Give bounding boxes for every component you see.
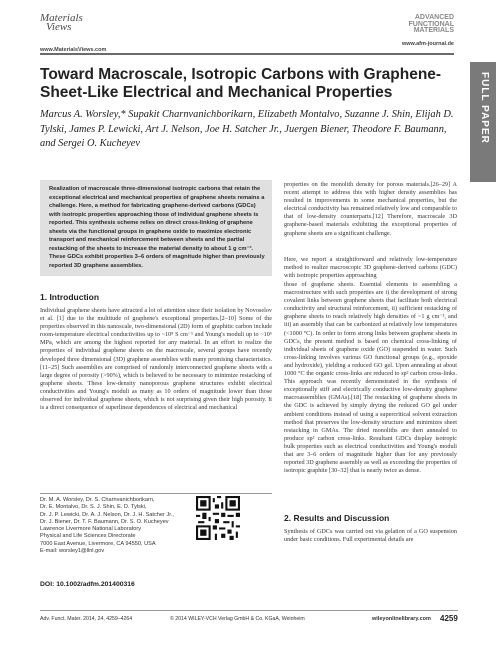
right-column-paragraph-1: properties on the monolith density for porous materials.[26–29] A recent attempt to address this with higher density assemblies has resulted in improvements in some mechanical properties, but the electrical conductivity has remained relatively low and comparable to that of low-density counterparts.[12] Therefore, macroscale 3D graphene-based materials exhibiting the exceptional properties of graphene sheets are a significant challenge. bbox=[284, 181, 457, 237]
journal-logo-line1: ADVANCED bbox=[414, 14, 454, 21]
right-column-paragraph-3: those of graphene sheets. Essential elements to assembling a macrostructure with such properties are i) the development of strong covalent links between graphene sheets that facilitate both electrical conductivity and structural reinforcement, ii) sufficient restacking of graphene sheets to reach relatively high densities of ~1 g cm⁻³, and iii) an assembly that can be carbonized at relatively low temperatures (<1000 °C). In order to form strong links between graphene sheets in GDCs, the present method is based on chemical cross-linking of individual sheets of graphene oxide (GO) suspended in water. Such cross-linking involves various GO functional groups (e.g., epoxide and hydroxide), yielding a reduced GO gel. Upon annealing at about 1000 °C the organic cross-links are reduced to sp² carbon cross-links. This approach was recently demonstrated in the synthesis of exceptionally stiff and electrically conductive low-density graphene macroassemblies (GMAs).[18] The restacking of graphene sheets in the GDC is achieved by simply drying the reduced GO gel under ambient conditions instead of using a supercritical solvent extraction method that preserves the low-density structure and minimizes sheet restacking in GMAs. The dried monoliths are then annealed to produce sp² carbon cross-links. Resultant GDCs display isotropic bulk properties such as electrical conductivities and Young's moduli that are 3–6 orders of magnitude higher than for any previously reported 3D graphene assembly as well as exceeding the properties of isotropic graphite [30–32] that is nearly twice as dense. bbox=[284, 281, 457, 475]
affiliation-line: Dr. E. Montalvo, Dr. S. J. Shin, E. D. Tylski, bbox=[40, 504, 147, 511]
section-side-tab bbox=[470, 62, 496, 182]
author-list: Marcus A. Worsley,* Supakit Charnvanichborikarn, Elizabeth Montalvo, Suzanne J. Shin, Elijah D. Tylski, James P. Lewicki, Art J. Nelson, Joe H. Satcher Jr., Juergen Biener, Theodore F. Baumann, and Sergei O. Kucheyev bbox=[40, 109, 454, 149]
footer-website-link[interactable]: wileyonlinelibrary.com bbox=[372, 616, 431, 622]
journal-logo-line3: MATERIALS bbox=[413, 27, 454, 34]
results-heading: 2. Results and Discussion bbox=[284, 513, 390, 523]
abstract-text: Realization of macroscale three-dimensional isotropic carbons that retain the exceptional electrical and mechanical properties of graphene sheets remains a challenge. Here, a method for fabricating graphene-derived carbons (GDCs) with isotropic properties approaching those of individual graphene sheets is reported. This synthesis scheme relies on direct cross-linking of graphene sheets via the functional groups in graphene oxide to maximize electronic transport and mechanical reinforcement between sheets and the partial restacking of the sheets to increase the material density to about 1 g cm⁻³. These GDCs exhibit properties 3–6 orders of magnitude higher than previously reported 3D graphene assemblies. bbox=[49, 186, 265, 269]
right-column-paragraph-2: Here, we report a straightforward and relatively low-temperature method to realize macroscopic 3D graphene-derived carbons (GDC) with isotropic properties approaching bbox=[284, 256, 457, 280]
page-number: 4259 bbox=[440, 614, 458, 623]
abstract-box bbox=[40, 180, 272, 276]
site-url-left[interactable]: www.MaterialsViews.com bbox=[40, 47, 107, 53]
affiliation-line: Physical and Life Sciences Directorate bbox=[40, 533, 136, 540]
affiliation-block bbox=[40, 497, 185, 555]
introduction-text: Individual graphene sheets have attracted a lot of attention since their isolation by Novoselov et al. [1] due to the multitude of graphene's exceptional properties.[2–10] Some of the properties observed in this nanoscale, two-dimensional (2D) form of graphitic carbon include room-temperature electrical conductivities up to ~10⁸ S cm⁻¹ and Young's moduli up to ~10⁶ MPa, which are among the highest reported for any material. In an effort to realize the properties of individual graphene sheets on the macroscale, several groups have recently developed three dimensional (3D) graphene assemblies with many promising characteristics.[11–25] Such assemblies are comprised of randomly interconnected graphene sheets with a large degree of porosity (>90%), which is believed to be necessary to minimize restacking of graphene sheets. These low-density nanoporous graphene structures exhibit electrical conductivities and Young's moduli as many as 10 orders of magnitude lower than those observed for individual graphene sheets, which is not surprising given their high porosity. It is a direct consequence of superlinear dependences of electrical and mechanical bbox=[40, 307, 272, 412]
introduction-heading: 1. Introduction bbox=[40, 292, 100, 302]
affiliation-line: Dr. J. Biener, Dr. T. F. Baumann, Dr. S. O. Kucheyev bbox=[40, 518, 169, 525]
doi-link[interactable]: DOI: 10.1002/adfm.201400316 bbox=[40, 581, 135, 588]
header-divider bbox=[40, 53, 454, 55]
qr-code-icon[interactable] bbox=[196, 496, 240, 540]
footer-citation: Adv. Funct. Mater. 2014, 24, 4259–4264 bbox=[40, 616, 133, 622]
footer-copyright: © 2014 WILEY-VCH Verlag GmbH & Co. KGaA, Weinheim bbox=[170, 616, 305, 622]
logo-left-line1: Materials bbox=[40, 12, 83, 24]
journal-logo-line2: FUNCTIONAL bbox=[408, 20, 454, 28]
site-url-right[interactable]: www.afm-journal.de bbox=[401, 41, 454, 47]
affiliation-line: 7000 East Avenue, Livermore, CA 94550, USA bbox=[40, 540, 156, 547]
logo-left-line2: Views bbox=[46, 21, 72, 33]
results-text: Synthesis of GDCs was carried out via gelation of a GO suspension under basic conditions. Full experimental details are bbox=[284, 528, 457, 544]
article-title: Toward Macroscale, Isotropic Carbons with Graphene-Sheet-Like Electrical and Mechanical Properties bbox=[40, 66, 442, 101]
affiliation-line: Dr. M. A. Worsley, Dr. S. Charnvanichborikarn, bbox=[40, 497, 155, 503]
affiliation-line: Lawrence Livermore National Laboratory bbox=[40, 526, 142, 533]
journal-logo bbox=[409, 15, 455, 35]
affiliation-email[interactable]: E-mail: worsley1@llnl.gov bbox=[40, 548, 105, 555]
side-tab-label: FULL PAPER bbox=[479, 72, 490, 144]
materials-views-logo bbox=[40, 14, 100, 32]
footer-divider bbox=[40, 610, 458, 611]
affiliation-divider bbox=[40, 493, 272, 494]
affiliation-line: Dr. J. P. Lewicki, Dr. A. J. Nelson, Dr. J. H. Satcher Jr., bbox=[40, 511, 174, 518]
